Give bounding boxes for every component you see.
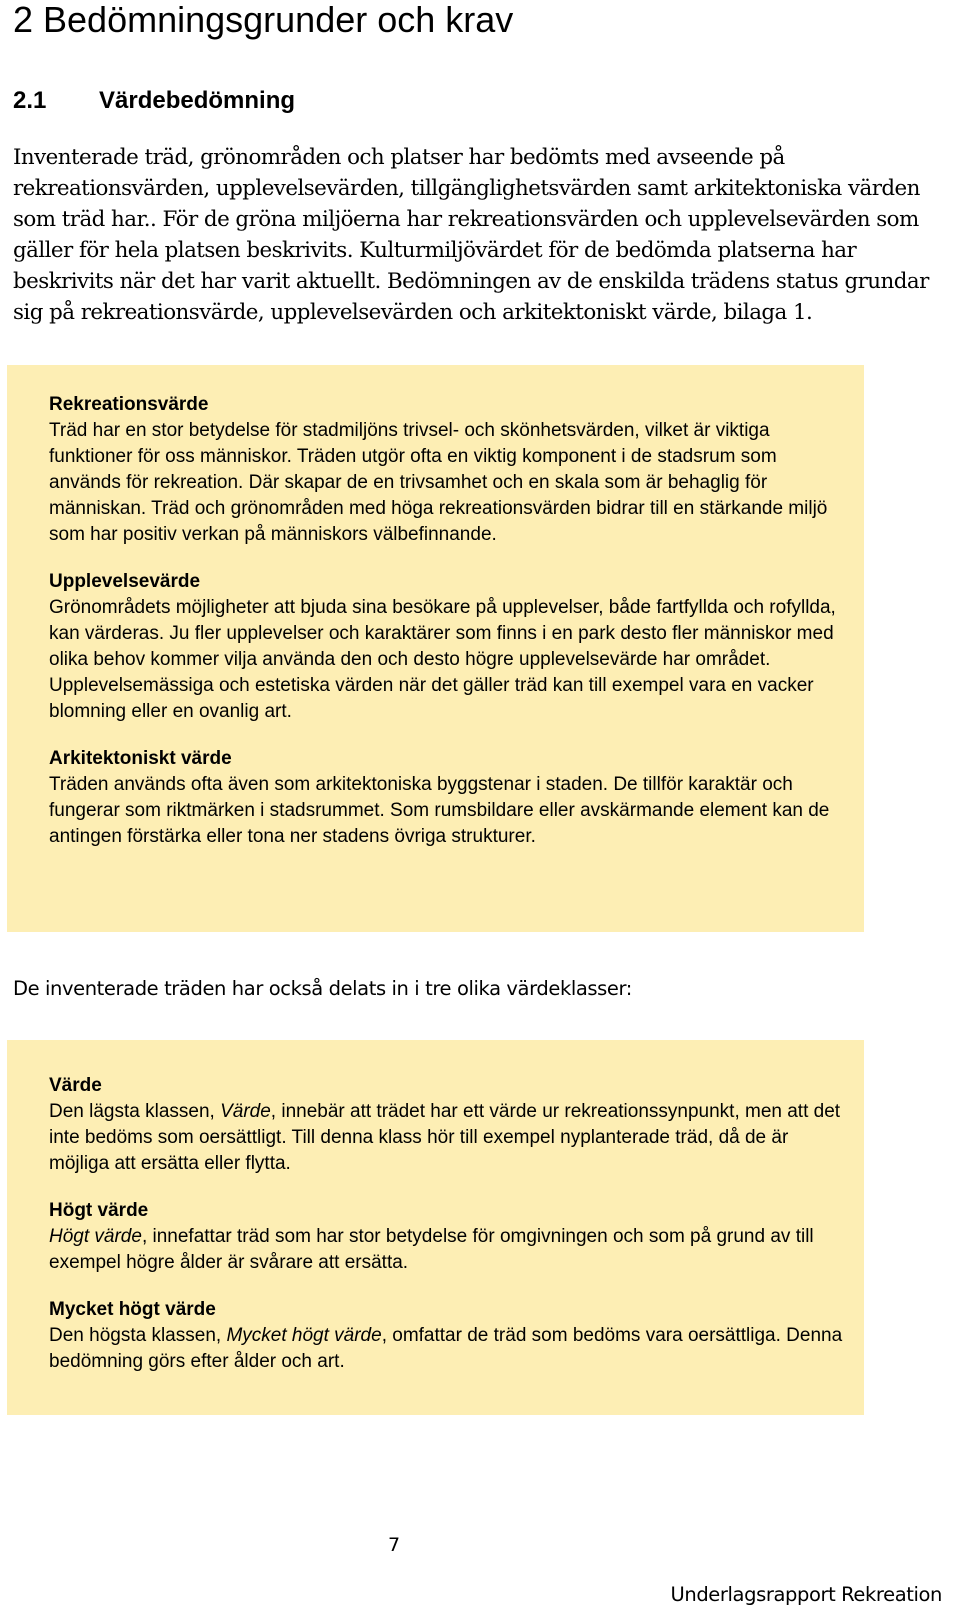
value-heading: Arkitektoniskt värde: [49, 748, 232, 769]
page-number: 7: [388, 1534, 401, 1556]
section-title-text: Värdebedömning: [99, 87, 296, 114]
value-block-experience: [49, 569, 844, 725]
class-text-rest: , innefattar träd som har stor betydelse för omgivningen och som på grund av till exempel högre ålder är svårare att ersätta.: [49, 1226, 814, 1273]
footer-title: Underlagsrapport Rekreation: [670, 1583, 942, 1606]
class-block-value: [49, 1073, 844, 1177]
class-block-high-value: [49, 1198, 844, 1276]
class-block-very-high-value: [49, 1297, 844, 1375]
class-text: [49, 1224, 844, 1276]
intro-paragraph: Inventerade träd, grönområden och platser har bedömts med avseende på rekreationsvärden, upplevelsevärden, tillgänglighetsvärden samt arkitektoniska värden som träd har.. För de gröna miljöerna har rekreationsvärden och upplevelsevärden som gäller för hela platsen beskrivits. Kulturmiljövärdet för de bedömda platserna har beskrivits när det har varit aktuellt. Bedömningen av de enskilda trädens status grundar sig på rekreationsvärde, upplevelsevärden och arkitektoniskt värde, bilaga 1.: [13, 145, 929, 325]
class-text-lead: Den högsta klassen,: [49, 1325, 227, 1346]
class-text: [49, 1323, 844, 1375]
class-text-rest: , omfattar de träd som bedöms vara oersättliga. Denna bedömning görs efter ålder och art.: [49, 1325, 843, 1372]
classes-box: [7, 1040, 864, 1415]
value-text: Träd har en stor betydelse för stadmiljöns trivsel- och skönhetsvärden, vilket är viktiga funktioner för oss människor. Träden utgör ofta en viktig komponent i de stadsrum som används för rekreation. Där skapar de en trivsamhet och en skala som är behaglig för människan. Träd och grönområden med höga rekreationsvärden bidrar till en stärkande miljö som har positiv verkan på människors välbefinnande.: [49, 420, 828, 545]
value-text: Grönområdets möjligheter att bjuda sina besökare på upplevelser, både fartfyllda och rofyllda, kan värderas. Ju fler upplevelser och karaktärer som finns i en park desto fler människor med olika behov kommer vilja använda den och desto högre upplevelsevärde har området. Upplevelsemässiga och estetiska värden när det gäller träd kan till exempel vara en vacker blomning eller en ovanlig art.: [49, 597, 836, 722]
classes-intro: De inventerade träden har också delats in i tre olika värdeklasser:: [13, 977, 632, 1000]
class-text-emphasis: Mycket högt värde: [226, 1325, 382, 1346]
class-text-emphasis: Värde: [220, 1101, 271, 1122]
class-text-emphasis: Högt värde: [49, 1226, 142, 1247]
chapter-title: 2 Bedömningsgrunder och krav: [13, 0, 514, 40]
class-text: [49, 1099, 844, 1177]
section-title: [13, 85, 295, 117]
value-text: Träden används ofta även som arkitektoniska byggstenar i staden. De tillför karaktär och fungerar som riktmärken i stadsrummet. Som rumsbildare eller avskärmande element kan de antingen förstärka eller tona ner stadens övriga strukturer.: [49, 774, 830, 847]
section-number: 2.1: [13, 87, 47, 114]
class-text-lead: Den lägsta klassen,: [49, 1101, 221, 1122]
class-heading: Mycket högt värde: [49, 1299, 216, 1320]
class-heading: Högt värde: [49, 1200, 149, 1221]
value-heading: Rekreationsvärde: [49, 394, 209, 415]
value-block-recreation: [49, 392, 844, 548]
class-heading: Värde: [49, 1075, 102, 1096]
values-box: [7, 365, 864, 932]
value-block-architecture: [49, 746, 844, 850]
class-text-rest: , innebär att trädet har ett värde ur rekreationssynpunkt, men att det inte bedöms som oersättligt. Till denna klass hör till exempel nyplanterade träd, då de är möjliga att ersätta eller flytta.: [49, 1101, 841, 1174]
value-heading: Upplevelsevärde: [49, 571, 201, 592]
